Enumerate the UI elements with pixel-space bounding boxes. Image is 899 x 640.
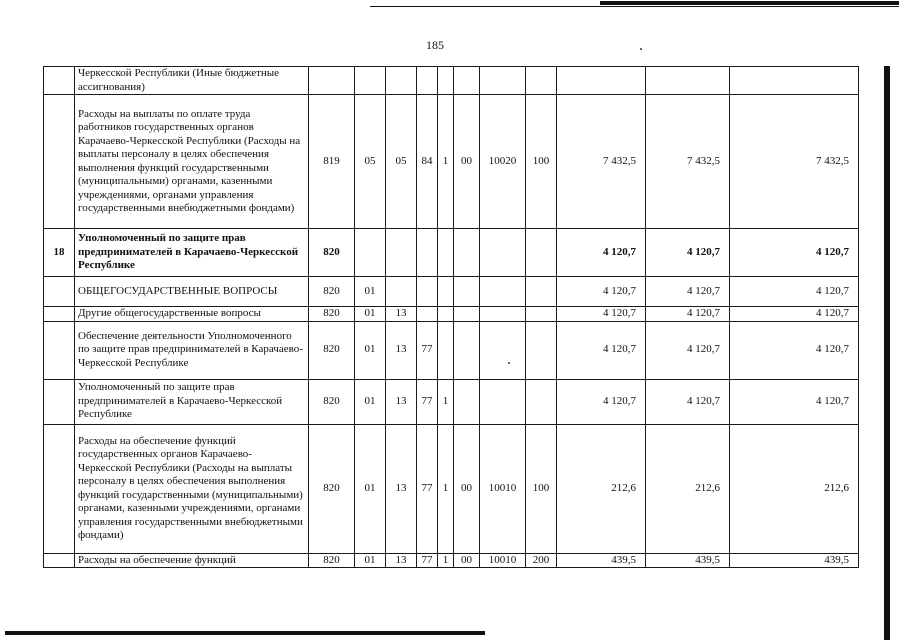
amount-year-2: 4 120,7	[646, 277, 730, 307]
code-direction	[480, 307, 526, 322]
code-direction: 10010	[480, 424, 526, 553]
code-subprogram	[438, 307, 454, 322]
code-program: 77	[417, 321, 438, 379]
code-subsection: 13	[386, 553, 417, 568]
code-section: 01	[355, 553, 386, 568]
amount-year-3	[730, 67, 859, 95]
code-subprogram	[438, 229, 454, 277]
code-expense-type: 100	[526, 95, 557, 229]
row-description: Черкесской Республики (Иные бюджетные ассигнования)	[75, 67, 309, 95]
row-description: Другие общегосударственные вопросы	[75, 307, 309, 322]
amount-year-3: 4 120,7	[730, 321, 859, 379]
amount-year-2	[646, 67, 730, 95]
amount-year-3: 212,6	[730, 424, 859, 553]
amount-year-1: 212,6	[557, 424, 646, 553]
code-event	[454, 67, 480, 95]
amount-year-2: 4 120,7	[646, 307, 730, 322]
code-section: 01	[355, 321, 386, 379]
amount-year-2: 7 432,5	[646, 95, 730, 229]
budget-table	[43, 66, 859, 568]
table-row	[44, 553, 859, 568]
table-row	[44, 321, 859, 379]
code-subsection	[386, 67, 417, 95]
code-program	[417, 229, 438, 277]
amount-year-1: 4 120,7	[557, 277, 646, 307]
amount-year-1: 7 432,5	[557, 95, 646, 229]
code-ministry: 820	[309, 321, 355, 379]
code-expense-type	[526, 277, 557, 307]
code-event: 00	[454, 553, 480, 568]
code-subsection: 05	[386, 95, 417, 229]
code-ministry: 820	[309, 379, 355, 424]
code-ministry: 820	[309, 553, 355, 568]
amount-year-1: 4 120,7	[557, 321, 646, 379]
amount-year-1: 4 120,7	[557, 379, 646, 424]
code-ministry: 820	[309, 424, 355, 553]
amount-year-1: 4 120,7	[557, 229, 646, 277]
row-description: Расходы на обеспечение функций государственных органов Карачаево-Черкесской Республики (Расходы на выплаты персоналу в целях обеспечения выполнения функций государственными (муниципальными) органами, казенными учреждениями, органами управления государственными внебюджетными фондами)	[75, 424, 309, 553]
code-section	[355, 229, 386, 277]
code-section: 01	[355, 307, 386, 322]
code-program	[417, 67, 438, 95]
code-event	[454, 321, 480, 379]
amount-year-3: 439,5	[730, 553, 859, 568]
code-subprogram: 1	[438, 379, 454, 424]
code-expense-type: 200	[526, 553, 557, 568]
code-direction	[480, 67, 526, 95]
code-event	[454, 379, 480, 424]
code-expense-type	[526, 321, 557, 379]
code-direction: 10010	[480, 553, 526, 568]
table-row	[44, 95, 859, 229]
code-event	[454, 277, 480, 307]
row-number: 18	[44, 229, 75, 277]
code-subsection: 13	[386, 424, 417, 553]
code-section	[355, 67, 386, 95]
table-row	[44, 379, 859, 424]
table-row	[44, 277, 859, 307]
code-ministry	[309, 67, 355, 95]
bottom-scan-bar	[5, 631, 485, 635]
code-direction	[480, 321, 526, 379]
code-expense-type	[526, 379, 557, 424]
row-number	[44, 379, 75, 424]
amount-year-3: 4 120,7	[730, 277, 859, 307]
code-subprogram	[438, 67, 454, 95]
code-expense-type	[526, 307, 557, 322]
amount-year-2: 212,6	[646, 424, 730, 553]
code-subsection: 13	[386, 379, 417, 424]
page-number: 185	[426, 38, 444, 52]
amount-year-2: 439,5	[646, 553, 730, 568]
row-number	[44, 321, 75, 379]
code-section: 01	[355, 424, 386, 553]
row-description: Уполномоченный по защите прав предпринимателей в Карачаево-Черкесской Республике	[75, 379, 309, 424]
row-description: Расходы на обеспечение функций	[75, 553, 309, 568]
row-number	[44, 424, 75, 553]
row-number	[44, 553, 75, 568]
code-subsection: 13	[386, 321, 417, 379]
row-number	[44, 95, 75, 229]
code-event: 00	[454, 95, 480, 229]
row-number	[44, 277, 75, 307]
row-description: Уполномоченный по защите прав предпринимателей в Карачаево-Черкесской Республике	[75, 229, 309, 277]
code-program: 84	[417, 95, 438, 229]
amount-year-1: 439,5	[557, 553, 646, 568]
amount-year-2: 4 120,7	[646, 379, 730, 424]
amount-year-3: 4 120,7	[730, 307, 859, 322]
code-subprogram: 1	[438, 553, 454, 568]
code-event	[454, 229, 480, 277]
code-subprogram	[438, 277, 454, 307]
amount-year-2: 4 120,7	[646, 321, 730, 379]
code-direction	[480, 229, 526, 277]
code-expense-type	[526, 229, 557, 277]
code-subsection	[386, 229, 417, 277]
table-row	[44, 229, 859, 277]
code-section: 01	[355, 379, 386, 424]
amount-year-1	[557, 67, 646, 95]
amount-year-1: 4 120,7	[557, 307, 646, 322]
code-direction	[480, 277, 526, 307]
row-description: Обеспечение деятельности Уполномоченного по защите прав предпринимателей в Карачаево-Черкесской Республике	[75, 321, 309, 379]
code-subprogram: 1	[438, 95, 454, 229]
code-ministry: 819	[309, 95, 355, 229]
code-program: 77	[417, 424, 438, 553]
top-scan-rule-thick	[600, 1, 899, 5]
code-program	[417, 277, 438, 307]
amount-year-3: 4 120,7	[730, 229, 859, 277]
code-section: 05	[355, 95, 386, 229]
table-row	[44, 307, 859, 322]
row-description: Расходы на выплаты по оплате труда работников государственных органов Карачаево-Черкесской Республики (Расходы на выплаты персоналу в целях обеспечения выполнения функций государственными (муниципальными) органами, казенными учреждениями, органами управления государственными внебюджетными фондами)	[75, 95, 309, 229]
code-ministry: 820	[309, 277, 355, 307]
code-ministry: 820	[309, 307, 355, 322]
code-program: 77	[417, 379, 438, 424]
code-subprogram: 1	[438, 424, 454, 553]
row-description: ОБЩЕГОСУДАРСТВЕННЫЕ ВОПРОСЫ	[75, 277, 309, 307]
row-number	[44, 67, 75, 95]
top-scan-rule-thin	[370, 6, 899, 7]
code-direction: 10020	[480, 95, 526, 229]
code-program: 77	[417, 553, 438, 568]
code-ministry: 820	[309, 229, 355, 277]
code-subsection: 13	[386, 307, 417, 322]
code-subsection	[386, 277, 417, 307]
amount-year-3: 7 432,5	[730, 95, 859, 229]
table-row	[44, 424, 859, 553]
right-edge-scan-bar	[884, 66, 890, 640]
code-event	[454, 307, 480, 322]
row-number	[44, 307, 75, 322]
code-subprogram	[438, 321, 454, 379]
code-section: 01	[355, 277, 386, 307]
code-direction	[480, 379, 526, 424]
code-expense-type: 100	[526, 424, 557, 553]
amount-year-2: 4 120,7	[646, 229, 730, 277]
code-expense-type	[526, 67, 557, 95]
code-program	[417, 307, 438, 322]
code-event: 00	[454, 424, 480, 553]
table-row	[44, 67, 859, 95]
amount-year-3: 4 120,7	[730, 379, 859, 424]
